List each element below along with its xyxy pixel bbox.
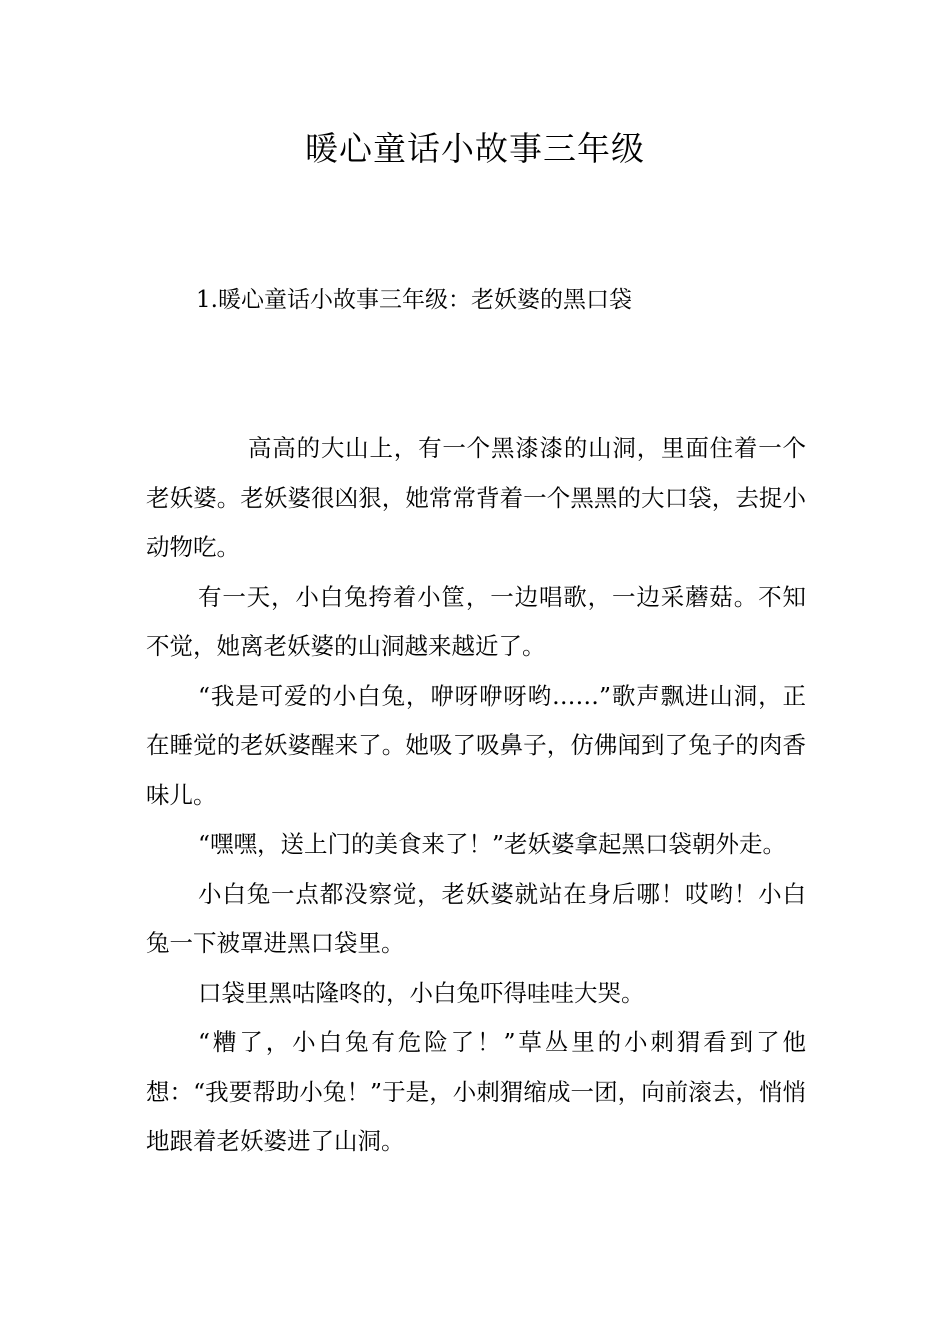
paragraph: “糟了，小白兔有危险了！”草丛里的小刺猬看到了他想：“我要帮助小兔！”于是，小刺猬缩成一团，向前滚去，悄悄地跟着老妖婆进了山洞。 bbox=[146, 1028, 806, 1155]
paragraph: 高高的大山上，有一个黑漆漆的山洞，里面住着一个老妖婆。老妖婆很凶狠，她常常背着一个黑黑的大口袋，去捉小动物吃。 bbox=[146, 434, 806, 561]
paragraph: 口袋里黑咕隆咚的，小白兔吓得哇哇大哭。 bbox=[198, 978, 645, 1007]
paragraph: 小白兔一点都没察觉，老妖婆就站在身后哪！哎哟！小白兔一下被罩进黑口袋里。 bbox=[146, 879, 806, 957]
section-heading: 1.暖心童话小故事三年级：老妖婆的黑口袋 bbox=[196, 287, 632, 313]
document-title: 暖心童话小故事三年级 bbox=[305, 129, 645, 168]
paragraph: “我是可爱的小白兔，咿呀咿呀哟……”歌声飘进山洞，正在睡觉的老妖婆醒来了。她吸了吸鼻子，仿佛闻到了兔子的肉香味儿。 bbox=[146, 681, 806, 809]
story-body bbox=[146, 424, 806, 1167]
paragraph: 有一天，小白兔挎着小筐，一边唱歌，一边采蘑菇。不知不觉，她离老妖婆的山洞越来越近了。 bbox=[146, 582, 806, 660]
paragraph: “嘿嘿，送上门的美食来了！”老妖婆拿起黑口袋朝外走。 bbox=[198, 830, 787, 858]
